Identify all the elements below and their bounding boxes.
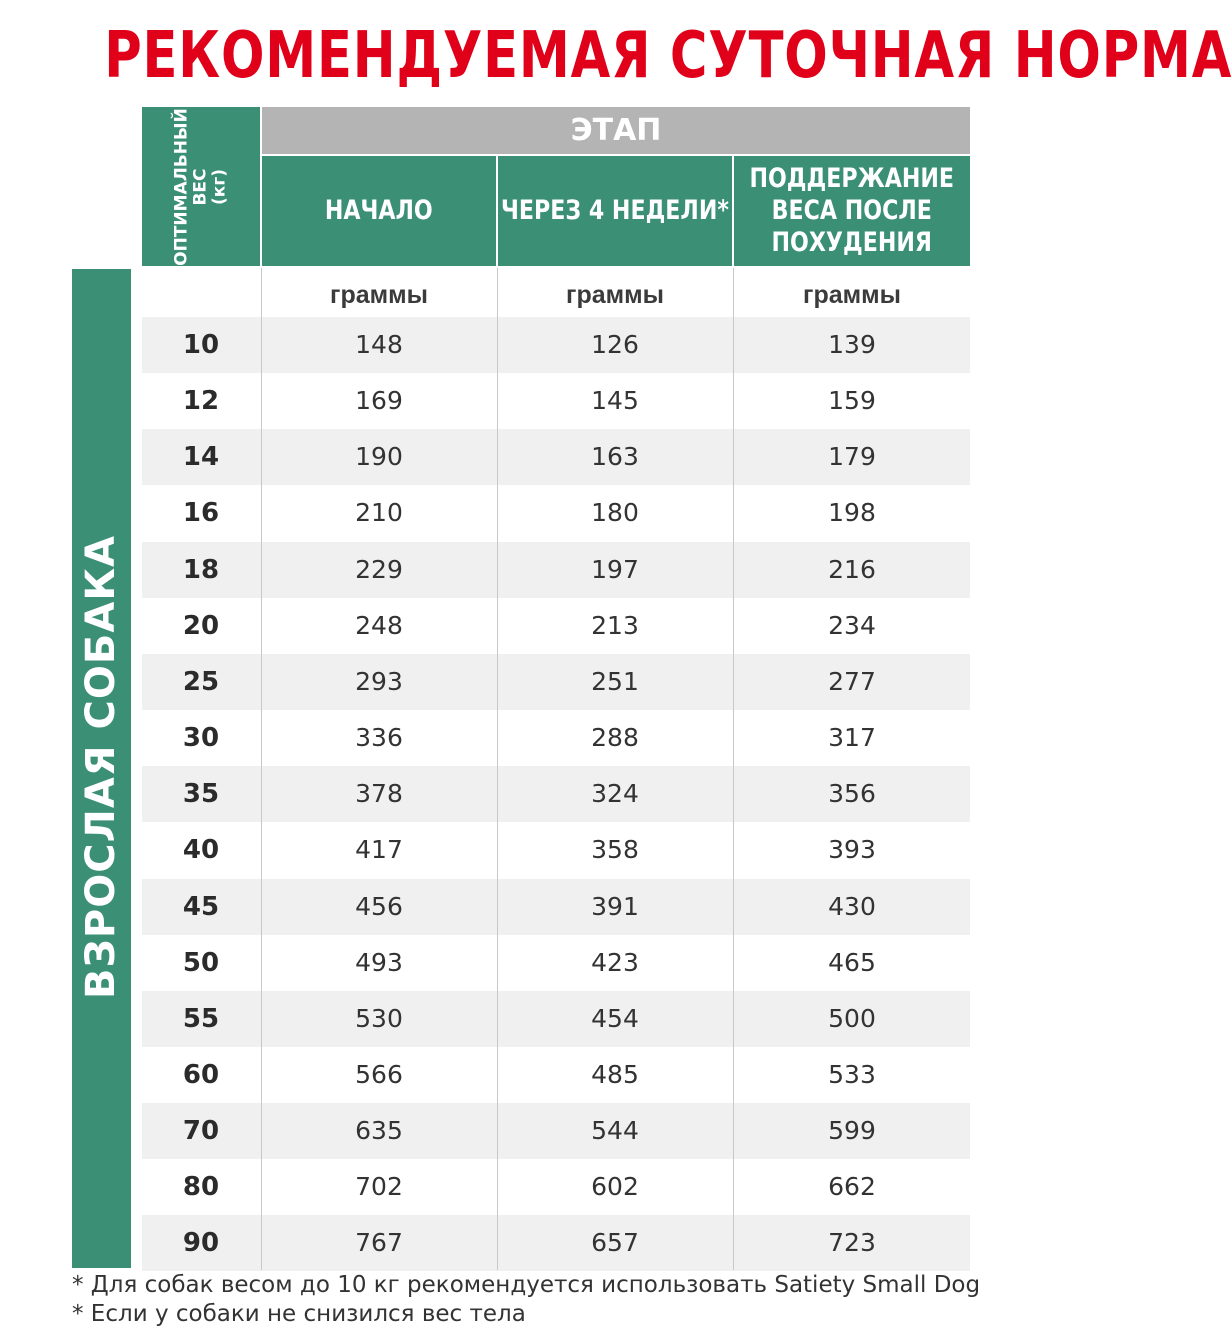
four-weeks-cell: 485 [591, 1059, 639, 1089]
maintenance-cell: 277 [828, 666, 876, 696]
weight-cell: 90 [182, 1228, 220, 1259]
maintenance-cell: 159 [828, 386, 876, 416]
start-cell: 378 [355, 779, 403, 809]
table-row [142, 766, 970, 822]
table-row [142, 879, 970, 935]
maintenance-cell: 500 [828, 1003, 876, 1033]
maintenance-cell: 430 [828, 891, 876, 921]
four-weeks-cell: 391 [591, 891, 639, 921]
maintenance-line-3: ПОХУДЕНИЯ [771, 227, 933, 258]
weight-cell: 10 [182, 330, 220, 360]
maintenance-cell: 198 [828, 498, 876, 528]
start-cell: 190 [355, 442, 403, 472]
weight-cell: 20 [182, 610, 220, 641]
start-cell: 493 [355, 947, 403, 977]
four-weeks-cell: 180 [591, 498, 639, 528]
weight-cell: 80 [182, 1172, 220, 1203]
maintenance-cell: 723 [828, 1228, 876, 1258]
four-weeks-cell: 544 [591, 1116, 639, 1146]
weight-cell: 14 [182, 442, 220, 473]
table-row [142, 1159, 970, 1215]
unit-label-start: граммы [330, 281, 428, 309]
table-row [142, 1047, 970, 1103]
stage-header: ЭТАП [262, 107, 970, 154]
weight-cell: 50 [182, 947, 220, 978]
maintenance-cell: 216 [828, 554, 876, 584]
four-weeks-cell: 423 [591, 947, 639, 977]
table-row [142, 598, 970, 654]
table-row [142, 1215, 970, 1271]
maintenance-cell: 234 [828, 610, 876, 640]
four-weeks-cell: 324 [591, 779, 639, 809]
start-cell: 210 [355, 498, 403, 528]
weight-cell: 35 [182, 779, 220, 810]
table-row [142, 429, 970, 485]
four-weeks-cell: 197 [591, 554, 639, 584]
four-weeks-cell: 454 [591, 1003, 639, 1033]
optimal-weight-line-3: (кг) [209, 169, 230, 205]
start-cell: 148 [355, 330, 403, 359]
start-cell: 530 [355, 1003, 403, 1033]
weight-cell: 30 [182, 723, 220, 754]
weight-cell: 25 [182, 666, 220, 697]
maintenance-cell: 662 [828, 1172, 876, 1202]
four-weeks-cell: 657 [591, 1228, 639, 1258]
table-row [142, 485, 970, 541]
four-weeks-cell: 145 [591, 386, 639, 416]
maintenance-cell: 139 [828, 330, 876, 359]
unit-label-maintenance: граммы [803, 281, 901, 309]
column-divider [261, 268, 262, 1270]
optimal-weight-header-label [173, 108, 230, 266]
four-weeks-cell: 251 [591, 666, 639, 696]
maintenance-line-2: ВЕСА ПОСЛЕ [771, 195, 933, 226]
start-cell: 417 [355, 835, 403, 865]
four-weeks-cell: 358 [591, 835, 639, 865]
maintenance-line-1: ПОДДЕРЖАНИЕ [749, 163, 955, 194]
column-divider [497, 268, 498, 1270]
start-cell: 702 [355, 1172, 403, 1202]
column-header-4-weeks [498, 156, 732, 266]
weight-cell: 70 [182, 1116, 220, 1147]
maintenance-cell: 393 [828, 835, 876, 865]
start-cell: 169 [355, 386, 403, 416]
adult-dog-band [72, 269, 131, 1268]
weight-cell: 60 [182, 1059, 220, 1090]
start-cell: 293 [355, 666, 403, 696]
maintenance-cell: 356 [828, 779, 876, 809]
weight-cell: 16 [182, 498, 220, 529]
optimal-weight-header [142, 107, 260, 266]
start-cell: 229 [355, 554, 403, 584]
column-header-start-label: НАЧАЛО [325, 195, 433, 226]
table-row [142, 710, 970, 766]
start-cell: 566 [355, 1059, 403, 1089]
optimal-weight-line-2: ВЕС [190, 168, 211, 206]
weight-cell: 40 [182, 835, 220, 866]
column-header-start [262, 156, 496, 266]
four-weeks-cell: 126 [591, 330, 639, 359]
table-row [142, 654, 970, 710]
adult-dog-label: ВЗРОСЛАЯ СОБАКА [78, 535, 124, 999]
maintenance-cell: 179 [828, 442, 876, 472]
unit-label-4-weeks: граммы [566, 281, 664, 309]
table-row [142, 373, 970, 429]
four-weeks-cell: 213 [591, 610, 639, 640]
footnote-weight: * Если у собаки не снизился вес тела [72, 1301, 526, 1327]
table-row [142, 935, 970, 991]
column-header-maintenance-label [750, 163, 955, 259]
table-row [142, 317, 970, 373]
start-cell: 248 [355, 610, 403, 640]
start-cell: 336 [355, 723, 403, 753]
column-header-maintenance [734, 156, 970, 266]
page-title: РЕКОМЕНДУЕМАЯ СУТОЧНАЯ НОРМА [104, 19, 1232, 93]
optimal-weight-line-1: ОПТИМАЛЬНЫЙ [171, 108, 192, 266]
weight-cell: 45 [182, 891, 220, 922]
start-cell: 635 [355, 1116, 403, 1146]
four-weeks-cell: 288 [591, 723, 639, 753]
four-weeks-cell: 602 [591, 1172, 639, 1202]
maintenance-cell: 533 [828, 1059, 876, 1089]
maintenance-cell: 599 [828, 1116, 876, 1146]
weight-cell: 55 [182, 1003, 220, 1034]
maintenance-cell: 465 [828, 947, 876, 977]
table-row [142, 1103, 970, 1159]
column-divider [733, 268, 734, 1270]
weight-cell: 12 [182, 386, 220, 417]
table-row [142, 991, 970, 1047]
weight-cell: 18 [182, 554, 220, 585]
table-row [142, 822, 970, 878]
four-weeks-cell: 163 [591, 442, 639, 472]
units-row [142, 268, 970, 316]
start-cell: 767 [355, 1228, 403, 1258]
table-row [142, 542, 970, 598]
footnote-small-dog: * Для собак весом до 10 кг рекомендуется использовать Satiety Small Dog [72, 1272, 981, 1298]
column-header-4-weeks-label: ЧЕРЕЗ 4 НЕДЕЛИ* [501, 195, 729, 226]
start-cell: 456 [355, 891, 403, 921]
maintenance-cell: 317 [828, 723, 876, 753]
